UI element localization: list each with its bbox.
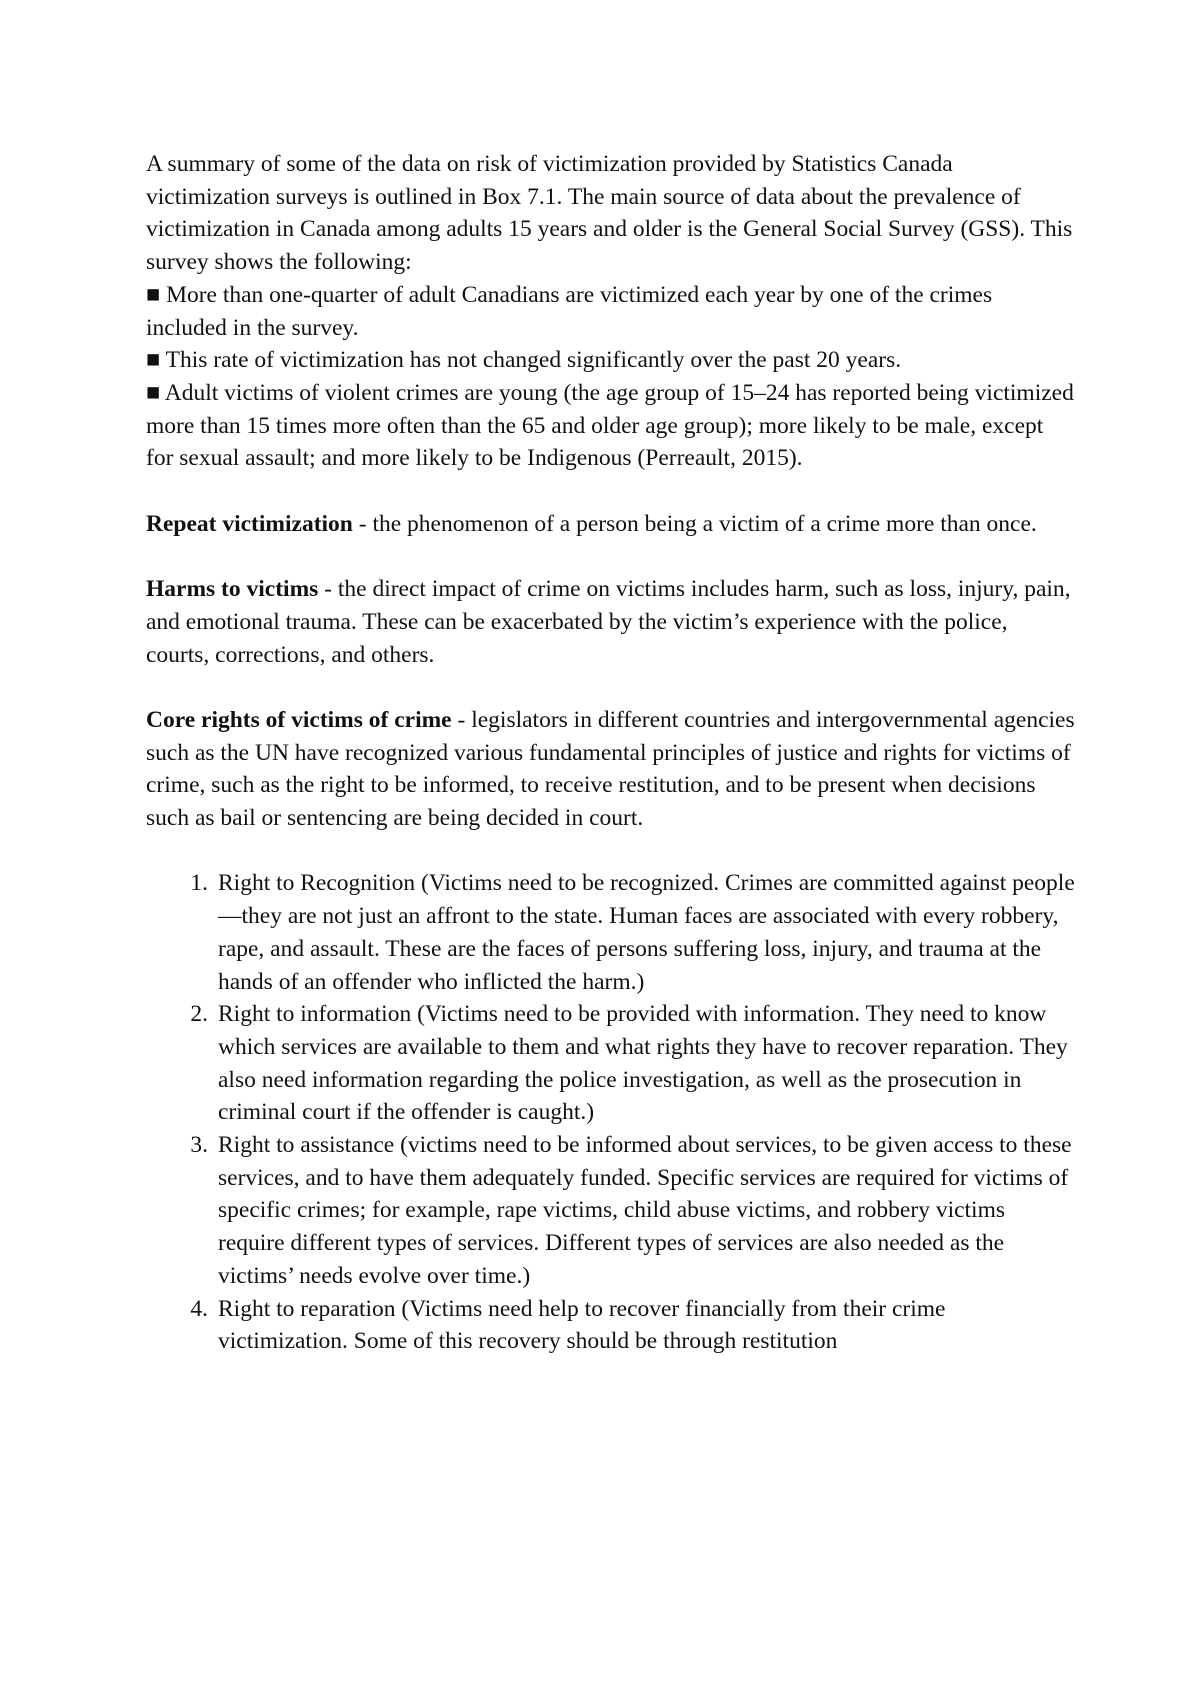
definition-core-rights: [146, 704, 1076, 835]
list-number: 3.: [190, 1132, 208, 1159]
definition-harms-to-victims: [146, 573, 1076, 671]
definition-term: Repeat victimization: [146, 510, 353, 537]
list-item: [146, 998, 1076, 1129]
definition-text: - legislators in different countries and intergovernmental agencies such as the UN have recognized various fundamental principles of justice and rights for victims of crime, such as the right to be informed, to receive restitution, and to be present when decisions such as bail or sentencing are being decided in court.: [146, 706, 1075, 832]
paragraph-gap: [146, 475, 1076, 508]
list-number: 4.: [190, 1295, 208, 1322]
bullet-item: ■ More than one-quarter of adult Canadians are victimized each year by one of the crimes included in the survey.: [146, 281, 993, 341]
paragraph-gap: [146, 540, 1076, 573]
list-item-text: Right to Recognition (Victims need to be recognized. Crimes are committed against people—they are not just an affront to the state. Human faces are associated with every robbery, rape, and assault. These are the faces of persons suffering loss, injury, and trauma at the hands of an offender who inflicted the harm.): [218, 870, 1075, 995]
intro-paragraph: A summary of some of the data on risk of victimization provided by Statistics Canada victimization surveys is outlined in Box 7.1. The main source of data about the prevalence of victimization in Canada among adults 15 years and older is the General Social Survey (GSS). This survey shows the following:: [146, 151, 1073, 276]
definition-term: Core rights of victims of crime: [146, 706, 452, 733]
list-item: [146, 1293, 1076, 1358]
definition-text: - the direct impact of crime on victims includes harm, such as loss, injury, pain, and emotional trauma. These can be exacerbated by the victim’s experience with the police, courts, corrections, and others.: [146, 576, 1071, 668]
list-item-text: Right to information (Victims need to be provided with information. They need to know which services are available to them and what rights they have to recover reparation. They also need information regarding the police investigation, as well as the prosecution in criminal court if the offender is caught.): [218, 1001, 1068, 1126]
definition-term: Harms to victims: [146, 576, 319, 603]
list-item: [146, 1129, 1076, 1293]
list-item-text: Right to assistance (victims need to be informed about services, to be given access to these services, and to have them adequately funded. Specific services are required for victims of specific crimes; for example, rape victims, child abuse victims, and robbery victims require different types of services. Different types of services are also needed as the victims’ needs evolve over time.): [218, 1132, 1072, 1289]
definition-text: - the phenomenon of a person being a victim of a crime more than once.: [352, 510, 1037, 537]
bullet-item: ■ Adult victims of violent crimes are young (the age group of 15–24 has reported being victimized more than 15 times more often than the 65 and older age group); more likely to be male, except for sexual assault; and more likely to be Indigenous (Perreault, 2015).: [146, 379, 1074, 472]
list-item: [146, 867, 1076, 998]
list-number: 1.: [190, 870, 208, 897]
list-item-text: Right to reparation (Victims need help to recover financially from their crime victimization. Some of this recovery should be through restitution: [218, 1295, 946, 1355]
document-page: [146, 148, 1076, 1358]
bullet-item: ■ This rate of victimization has not changed significantly over the past 20 years.: [146, 347, 902, 374]
definition-repeat-victimization: [146, 508, 1076, 541]
list-number: 2.: [190, 1001, 208, 1028]
rights-list: [146, 867, 1076, 1358]
paragraph-gap: [146, 671, 1076, 704]
paragraph-gap: [146, 835, 1076, 868]
